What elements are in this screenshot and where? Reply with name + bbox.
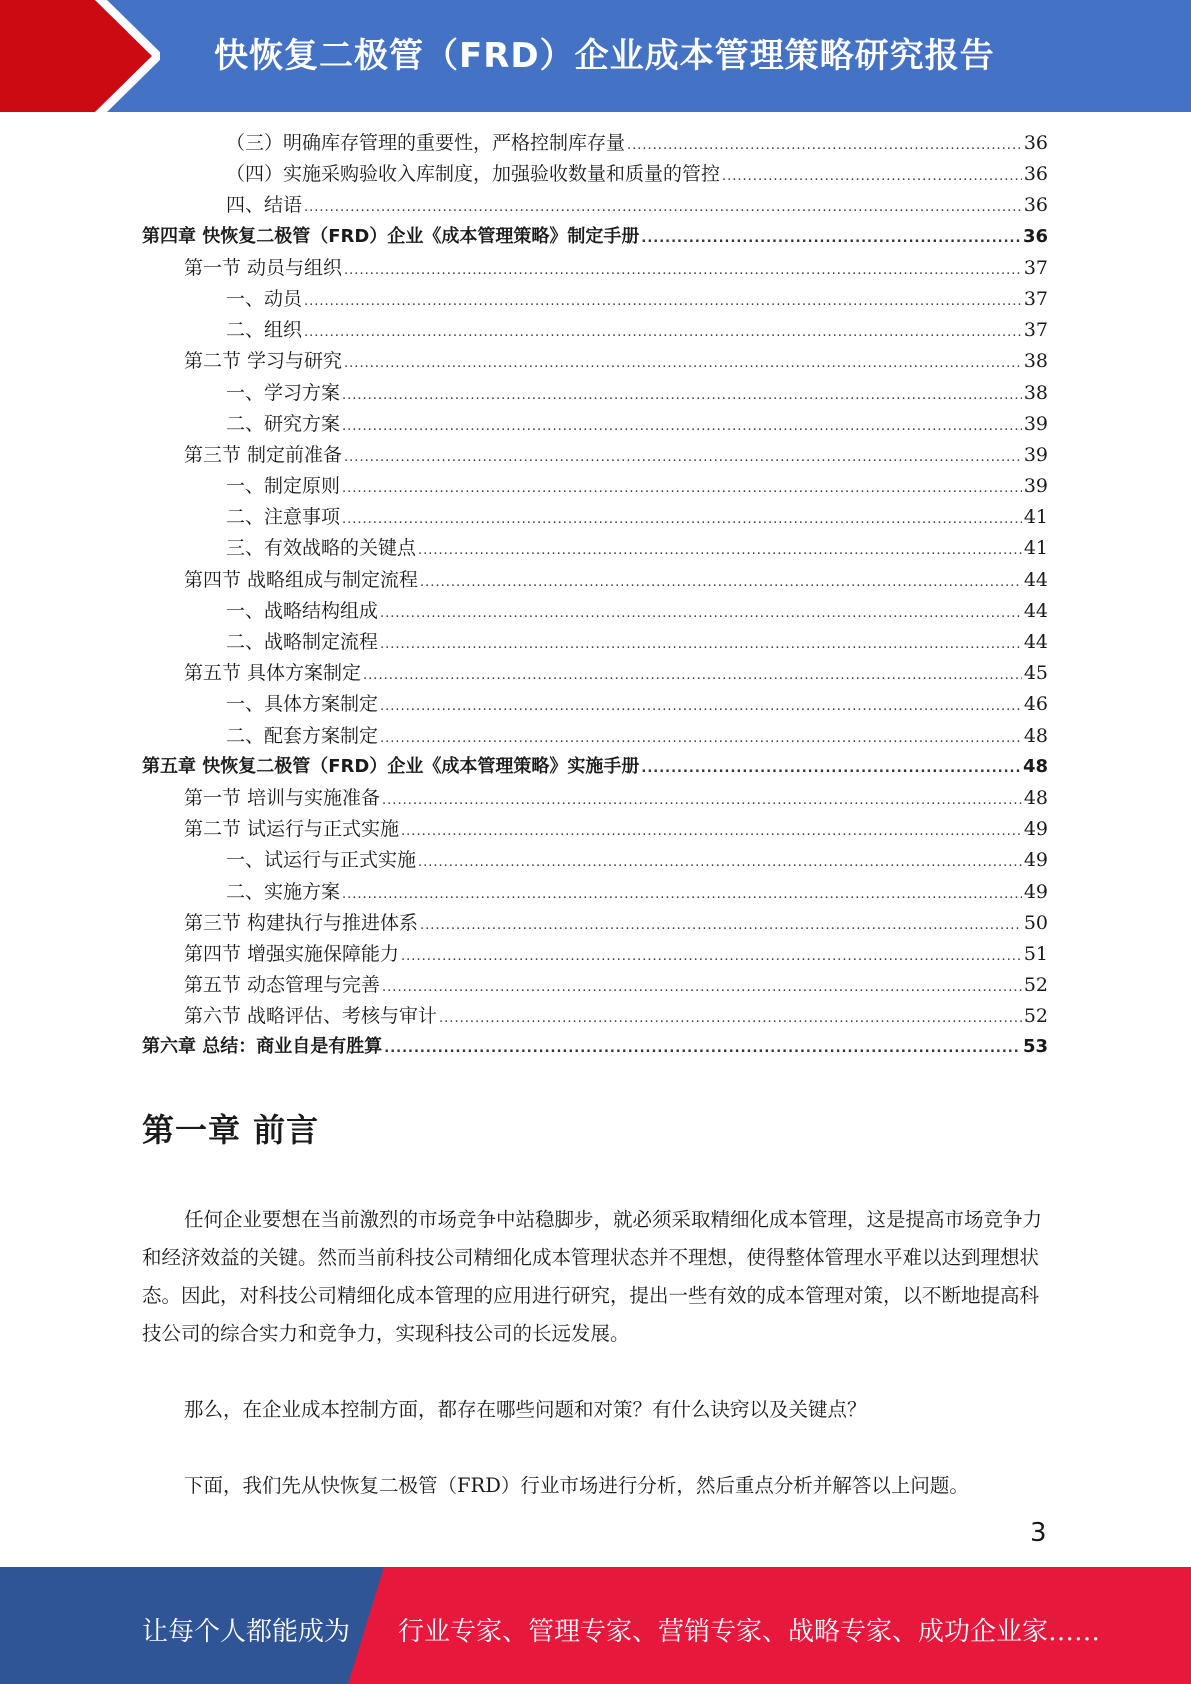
toc-entry-label: 第四章 快恢复二极管（FRD）企业《成本管理策略》制定手册: [142, 225, 640, 247]
toc-entry-page: 36: [1022, 225, 1048, 247]
toc-leader-dots: [304, 325, 1022, 340]
toc-leader-dots: [382, 980, 1022, 995]
toc-entry-label: 一、制定原则: [226, 475, 341, 498]
toc-subsection-entry[interactable]: [142, 159, 1048, 190]
toc-subsection-entry[interactable]: [142, 721, 1048, 752]
toc-entry-page: 52: [1023, 1005, 1048, 1028]
footer-slogan-right: 行业专家、管理专家、营销专家、战略专家、成功企业家……: [398, 1617, 1101, 1647]
toc-entry-label: 第六节 战略评估、考核与审计: [184, 1005, 438, 1028]
toc-entry-page: 37: [1023, 256, 1048, 279]
toc-leader-dots: [380, 699, 1022, 714]
toc-entry-page: 37: [1023, 319, 1048, 342]
toc-entry-label: 第一节 动员与组织: [184, 256, 343, 279]
paragraph: 那么，在企业成本控制方面，都存在哪些问题和对策？有什么诀窍以及关键点？: [184, 1398, 867, 1421]
toc-leader-dots: [382, 793, 1022, 808]
toc-section-entry[interactable]: [142, 1001, 1048, 1032]
toc-entry-page: 39: [1023, 475, 1048, 498]
toc-subsection-entry[interactable]: [142, 689, 1048, 720]
toc-entry-label: 第三节 制定前准备: [184, 443, 343, 466]
toc-entry-page: 41: [1023, 537, 1048, 560]
toc-subsection-entry[interactable]: [142, 596, 1048, 627]
chapter-heading: 第一章 前言: [142, 1111, 320, 1149]
toc-entry-label: 一、学习方案: [226, 381, 341, 404]
table-of-contents: [142, 128, 1048, 1064]
footer-slogan-left: 让每个人都能成为: [142, 1617, 351, 1647]
page-header: [0, 0, 1191, 112]
toc-entry-label: （四）实施采购验收入库制度，加强验收数量和质量的管控: [226, 163, 721, 186]
toc-subsection-entry[interactable]: [142, 190, 1048, 221]
toc-entry-label: 第四节 战略组成与制定流程: [184, 568, 419, 591]
toc-entry-page: 48: [1023, 786, 1048, 809]
toc-entry-label: （三）明确库存管理的重要性，严格控制库存量: [226, 132, 626, 154]
toc-subsection-entry[interactable]: [142, 128, 1048, 159]
toc-entry-label: 四、结语: [226, 194, 303, 217]
toc-leader-dots: [380, 637, 1022, 652]
toc-chapter-entry[interactable]: [142, 752, 1048, 783]
toc-leader-dots: [384, 1041, 1021, 1056]
toc-entry-page: 48: [1022, 755, 1048, 777]
toc-section-entry[interactable]: [142, 908, 1048, 939]
toc-entry-label: 一、战略结构组成: [226, 599, 379, 622]
toc-entry-page: 49: [1023, 849, 1048, 872]
toc-leader-dots: [344, 356, 1022, 371]
toc-entry-page: 37: [1023, 287, 1048, 310]
toc-section-entry[interactable]: [142, 783, 1048, 814]
toc-entry-label: 第五章 快恢复二极管（FRD）企业《成本管理策略》实施手册: [142, 755, 640, 777]
toc-leader-dots: [401, 949, 1022, 964]
toc-entry-page: 50: [1023, 911, 1048, 934]
toc-leader-dots: [420, 575, 1022, 590]
toc-entry-page: 53: [1022, 1036, 1048, 1058]
toc-leader-dots: [342, 481, 1022, 496]
toc-entry-label: 三、有效战略的关键点: [226, 537, 417, 560]
toc-entry-label: 一、具体方案制定: [226, 693, 379, 716]
toc-leader-dots: [627, 138, 1022, 153]
toc-subsection-entry[interactable]: [142, 409, 1048, 440]
paragraph: 下面，我们先从快恢复二极管（FRD）行业市场进行分析，然后重点分析并解答以上问题。: [184, 1474, 969, 1497]
toc-entry-page: 44: [1023, 568, 1048, 591]
toc-leader-dots: [439, 1011, 1022, 1026]
toc-entry-page: 41: [1023, 506, 1048, 529]
toc-entry-page: 44: [1023, 631, 1048, 653]
toc-leader-dots: [344, 450, 1022, 465]
toc-subsection-entry[interactable]: [142, 471, 1048, 502]
toc-subsection-entry[interactable]: [142, 315, 1048, 346]
toc-leader-dots: [342, 887, 1022, 902]
toc-leader-dots: [420, 918, 1022, 933]
toc-chapter-entry[interactable]: [142, 1032, 1048, 1063]
toc-entry-page: 36: [1023, 132, 1048, 154]
toc-subsection-entry[interactable]: [142, 378, 1048, 409]
toc-entry-label: 二、注意事项: [226, 506, 341, 529]
toc-leader-dots: [304, 294, 1022, 309]
toc-subsection-entry[interactable]: [142, 845, 1048, 876]
toc-entry-page: 48: [1023, 724, 1048, 747]
toc-leader-dots: [641, 761, 1021, 776]
toc-leader-dots: [363, 668, 1022, 683]
toc-entry-label: 二、战略制定流程: [226, 631, 379, 653]
toc-entry-page: 39: [1023, 443, 1048, 466]
toc-leader-dots: [342, 512, 1022, 527]
toc-entry-page: 46: [1023, 693, 1048, 716]
toc-leader-dots: [380, 606, 1022, 621]
toc-entry-label: 第二节 学习与研究: [184, 350, 343, 373]
page-number: 3: [1030, 1518, 1047, 1548]
toc-leader-dots: [418, 855, 1022, 870]
toc-entry-page: 36: [1023, 194, 1048, 217]
toc-entry-label: 第六章 总结：商业自是有胜算: [142, 1036, 383, 1058]
toc-entry-label: 第二节 试运行与正式实施: [184, 818, 400, 841]
toc-entry-page: 49: [1023, 880, 1048, 903]
toc-leader-dots: [641, 231, 1021, 246]
toc-entry-label: 二、配套方案制定: [226, 724, 379, 747]
toc-entry-page: 51: [1023, 942, 1048, 965]
toc-entry-page: 38: [1023, 381, 1048, 404]
toc-section-entry[interactable]: [142, 440, 1048, 471]
toc-leader-dots: [342, 419, 1022, 434]
toc-section-entry[interactable]: [142, 565, 1048, 596]
paragraph: 任何企业要想在当前激烈的市场竞争中站稳脚步，就必须采取精细化成本管理，这是提高市场竞争力和经济效益的关键。然而当前科技公司精细化成本管理状态并不理想，使得整体管理水平难以达到理想状态。因此，对科技公司精细化成本管理的应用进行研究，提出一些有效的成本管理对策，以不断地提高科技公司的综合实力和竞争力，实现科技公司的长远发展。: [142, 1208, 1043, 1345]
toc-subsection-entry[interactable]: [142, 877, 1048, 908]
header-arrow-icon: [0, 0, 160, 112]
toc-section-entry[interactable]: [142, 814, 1048, 845]
toc-leader-dots: [401, 824, 1022, 839]
toc-entry-page: 49: [1023, 818, 1048, 841]
toc-leader-dots: [722, 169, 1022, 184]
toc-entry-label: 第五节 具体方案制定: [184, 662, 362, 685]
toc-section-entry[interactable]: [142, 658, 1048, 689]
toc-entry-page: 38: [1023, 350, 1048, 373]
toc-entry-page: 44: [1023, 599, 1048, 622]
toc-leader-dots: [344, 263, 1022, 278]
toc-entry-label: 第三节 构建执行与推进体系: [184, 911, 419, 934]
toc-section-entry[interactable]: [142, 253, 1048, 284]
toc-leader-dots: [304, 200, 1022, 215]
toc-subsection-entry[interactable]: [142, 284, 1048, 315]
toc-subsection-entry[interactable]: [142, 627, 1048, 658]
toc-entry-label: 一、试运行与正式实施: [226, 849, 417, 872]
toc-entry-page: 36: [1023, 163, 1048, 186]
toc-entry-label: 第五节 动态管理与完善: [184, 974, 381, 997]
toc-entry-label: 二、组织: [226, 319, 303, 342]
toc-subsection-entry[interactable]: [142, 502, 1048, 533]
toc-entry-label: 二、实施方案: [226, 880, 341, 903]
report-title: 快恢复二极管（FRD）企业成本管理策略研究报告: [214, 36, 995, 76]
page-footer: [0, 1567, 1191, 1684]
toc-leader-dots: [342, 388, 1022, 403]
toc-entry-page: 45: [1023, 662, 1048, 685]
toc-leader-dots: [380, 731, 1022, 746]
toc-entry-page: 39: [1023, 412, 1048, 435]
toc-entry-page: 52: [1023, 974, 1048, 997]
toc-subsection-entry[interactable]: [142, 533, 1048, 564]
toc-leader-dots: [418, 543, 1022, 558]
toc-entry-label: 第四节 增强实施保障能力: [184, 942, 400, 965]
toc-entry-label: 第一节 培训与实施准备: [184, 786, 381, 809]
toc-chapter-entry[interactable]: [142, 222, 1048, 253]
toc-section-entry[interactable]: [142, 970, 1048, 1001]
toc-entry-label: 二、研究方案: [226, 412, 341, 435]
toc-section-entry[interactable]: [142, 939, 1048, 970]
toc-entry-label: 一、动员: [226, 287, 303, 310]
toc-section-entry[interactable]: [142, 346, 1048, 377]
